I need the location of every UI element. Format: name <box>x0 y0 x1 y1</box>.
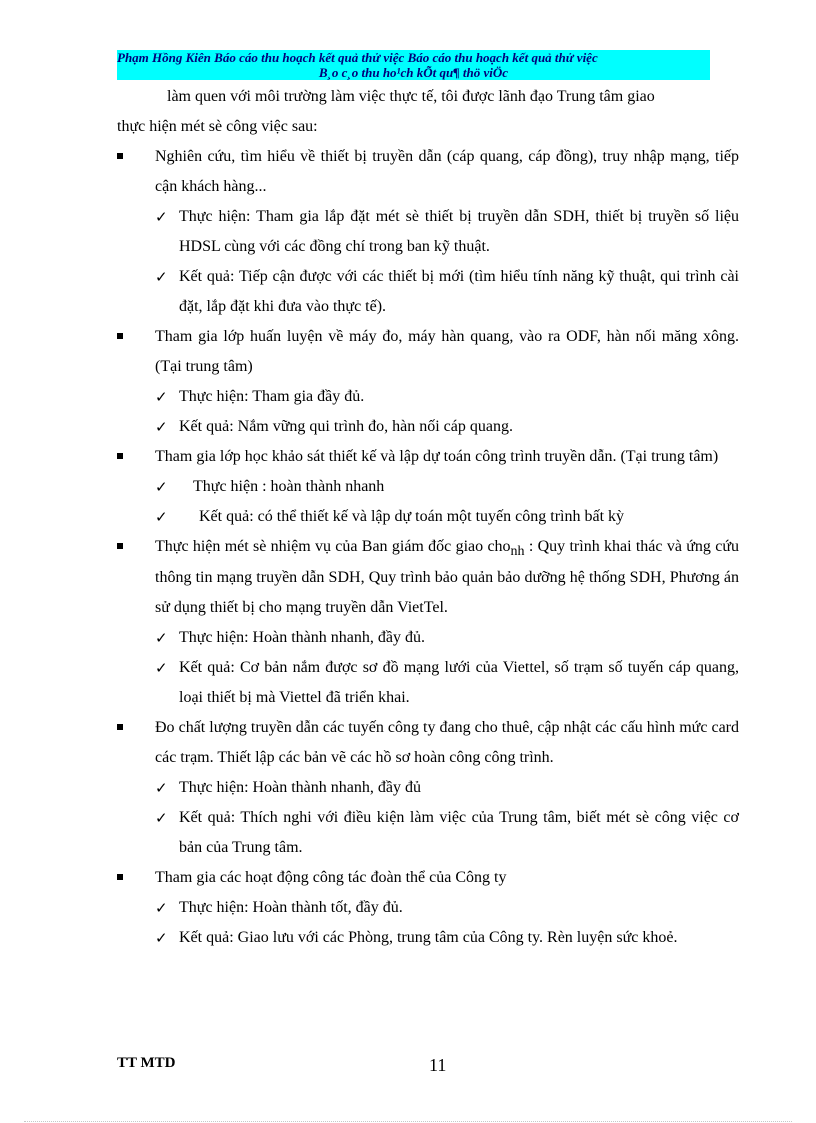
square-bullet-icon <box>117 874 123 880</box>
checkmark-icon: ✓ <box>155 508 168 526</box>
result-text: Kết quả: Tiếp cận được với các thiết bị mới (tìm hiểu tính năng kỹ thuật, qui trình cài đặt, lắp đặt khi đưa vào thực tế). <box>179 268 739 315</box>
task-item <box>117 532 739 623</box>
task-text: Đo chất lượng truyền dẫn các tuyến công ty đang cho thuê, cập nhật các cấu hình mức card các trạm. Thiết lập các bản vẽ các hồ sơ hoàn công công trình. <box>155 719 739 766</box>
task-text-end: : Quy trình khai thác và ứng cứu thông tin mạng truyền dẫn SDH, Quy trình bảo quản bảo dưỡng hệ thống SDH, Phương án sử dụng thiết bị cho mạng truyền dẫn VietTel. <box>155 538 739 616</box>
task-text: Nghiên cứu, tìm hiểu về thiết bị truyền dẫn (cáp quang, cáp đồng), truy nhập mạng, tiếp cận khách hàng... <box>155 148 739 195</box>
square-bullet-icon <box>117 453 123 459</box>
checkmark-icon: ✓ <box>155 268 168 286</box>
task-text: Tham gia các hoạt động công tác đoàn thể của Công ty <box>155 869 507 886</box>
result-item <box>117 623 739 653</box>
intro-paragraph <box>117 82 739 142</box>
checkmark-icon: ✓ <box>155 899 168 917</box>
square-bullet-icon <box>117 724 123 730</box>
result-text: Kết quả: có thể thiết kế và lập dự toán một tuyến công trình bất kỳ <box>199 508 625 525</box>
footer-org: TT MTD <box>117 1055 176 1071</box>
intro-line-2: thực hiện mét sè công việc sau: <box>117 118 318 135</box>
result-item <box>117 773 739 803</box>
result-item <box>117 653 739 713</box>
result-text: Thực hiện: Tham gia lắp đặt mét sè thiết bị truyền dẫn SDH, thiết bị truyền số liệu HDSL cùng với các đồng chí trong ban kỹ thuật. <box>179 208 739 255</box>
result-text: Thực hiện: Hoàn thành tốt, đầy đủ. <box>179 899 403 916</box>
result-item <box>117 382 739 412</box>
checkmark-icon: ✓ <box>155 809 168 827</box>
result-text: Kết quả: Giao lưu với các Phòng, trung tâm của Công ty. Rèn luyện sức khoẻ. <box>179 929 678 946</box>
result-item <box>117 502 739 532</box>
checkmark-icon: ✓ <box>155 629 168 647</box>
result-item <box>117 893 739 923</box>
checkmark-icon: ✓ <box>155 208 168 226</box>
header-title: Phạm Hồng Kiên Báo cáo thu hoạch kết quả thử việc Báo cáo thu hoạch kết quả thử việc <box>117 50 598 65</box>
result-text: Kết quả: Cơ bản nắm được sơ đồ mạng lưới của Viettel, số trạm số tuyến cáp quang, loại thiết bị mà Viettel đã triển khai. <box>179 659 739 706</box>
task-text-start: Thực hiện mét sè nhiệm vụ của Ban giám đốc giao cho <box>155 538 511 555</box>
page-number: 11 <box>429 1055 447 1075</box>
result-text: Thực hiện: Hoàn thành nhanh, đầy đủ <box>179 779 421 796</box>
result-item <box>117 202 739 262</box>
checkmark-icon: ✓ <box>155 478 168 496</box>
task-item <box>117 142 739 202</box>
result-text: Kết quả: Thích nghi với điều kiện làm việc của Trung tâm, biết mét sè công việc cơ bản của Trung tâm. <box>179 809 739 856</box>
task-text-subscript: nh <box>510 544 525 559</box>
checkmark-icon: ✓ <box>155 659 168 677</box>
square-bullet-icon <box>117 153 123 159</box>
task-item <box>117 442 739 472</box>
result-text: Thực hiện : hoàn thành nhanh <box>193 478 385 495</box>
result-item <box>117 262 739 322</box>
result-item <box>117 803 739 863</box>
result-text: Thực hiện: Tham gia đầy đủ. <box>179 388 365 405</box>
document-body <box>117 82 739 953</box>
result-text: Thực hiện: Hoàn thành nhanh, đầy đủ. <box>179 629 425 646</box>
result-item <box>117 472 739 502</box>
intro-line-1: làm quen với môi trường làm việc thực tế, tôi được lãnh đạo Trung tâm giao <box>167 88 655 105</box>
task-text: Tham gia lớp huấn luyện về máy đo, máy hàn quang, vào ra ODF, hàn nối măng xông. (Tại trung tâm) <box>155 328 739 375</box>
header-subtitle: B¸o c¸o thu ho¹ch kÕt qu¶ thö viÖc <box>318 65 509 80</box>
page-header <box>117 50 710 80</box>
square-bullet-icon <box>117 543 123 549</box>
checkmark-icon: ✓ <box>155 418 168 436</box>
result-item <box>117 923 739 953</box>
task-item <box>117 322 739 382</box>
page-bottom-divider <box>24 1121 792 1122</box>
square-bullet-icon <box>117 333 123 339</box>
task-text: Tham gia lớp học khảo sát thiết kế và lập dự toán công trình truyền dẫn. (Tại trung tâm) <box>155 448 719 465</box>
result-item <box>117 412 739 442</box>
task-item <box>117 713 739 773</box>
result-text: Kết quả: Nắm vững qui trình đo, hàn nối cáp quang. <box>179 418 513 435</box>
checkmark-icon: ✓ <box>155 779 168 797</box>
checkmark-icon: ✓ <box>155 929 168 947</box>
task-item <box>117 863 739 893</box>
checkmark-icon: ✓ <box>155 388 168 406</box>
